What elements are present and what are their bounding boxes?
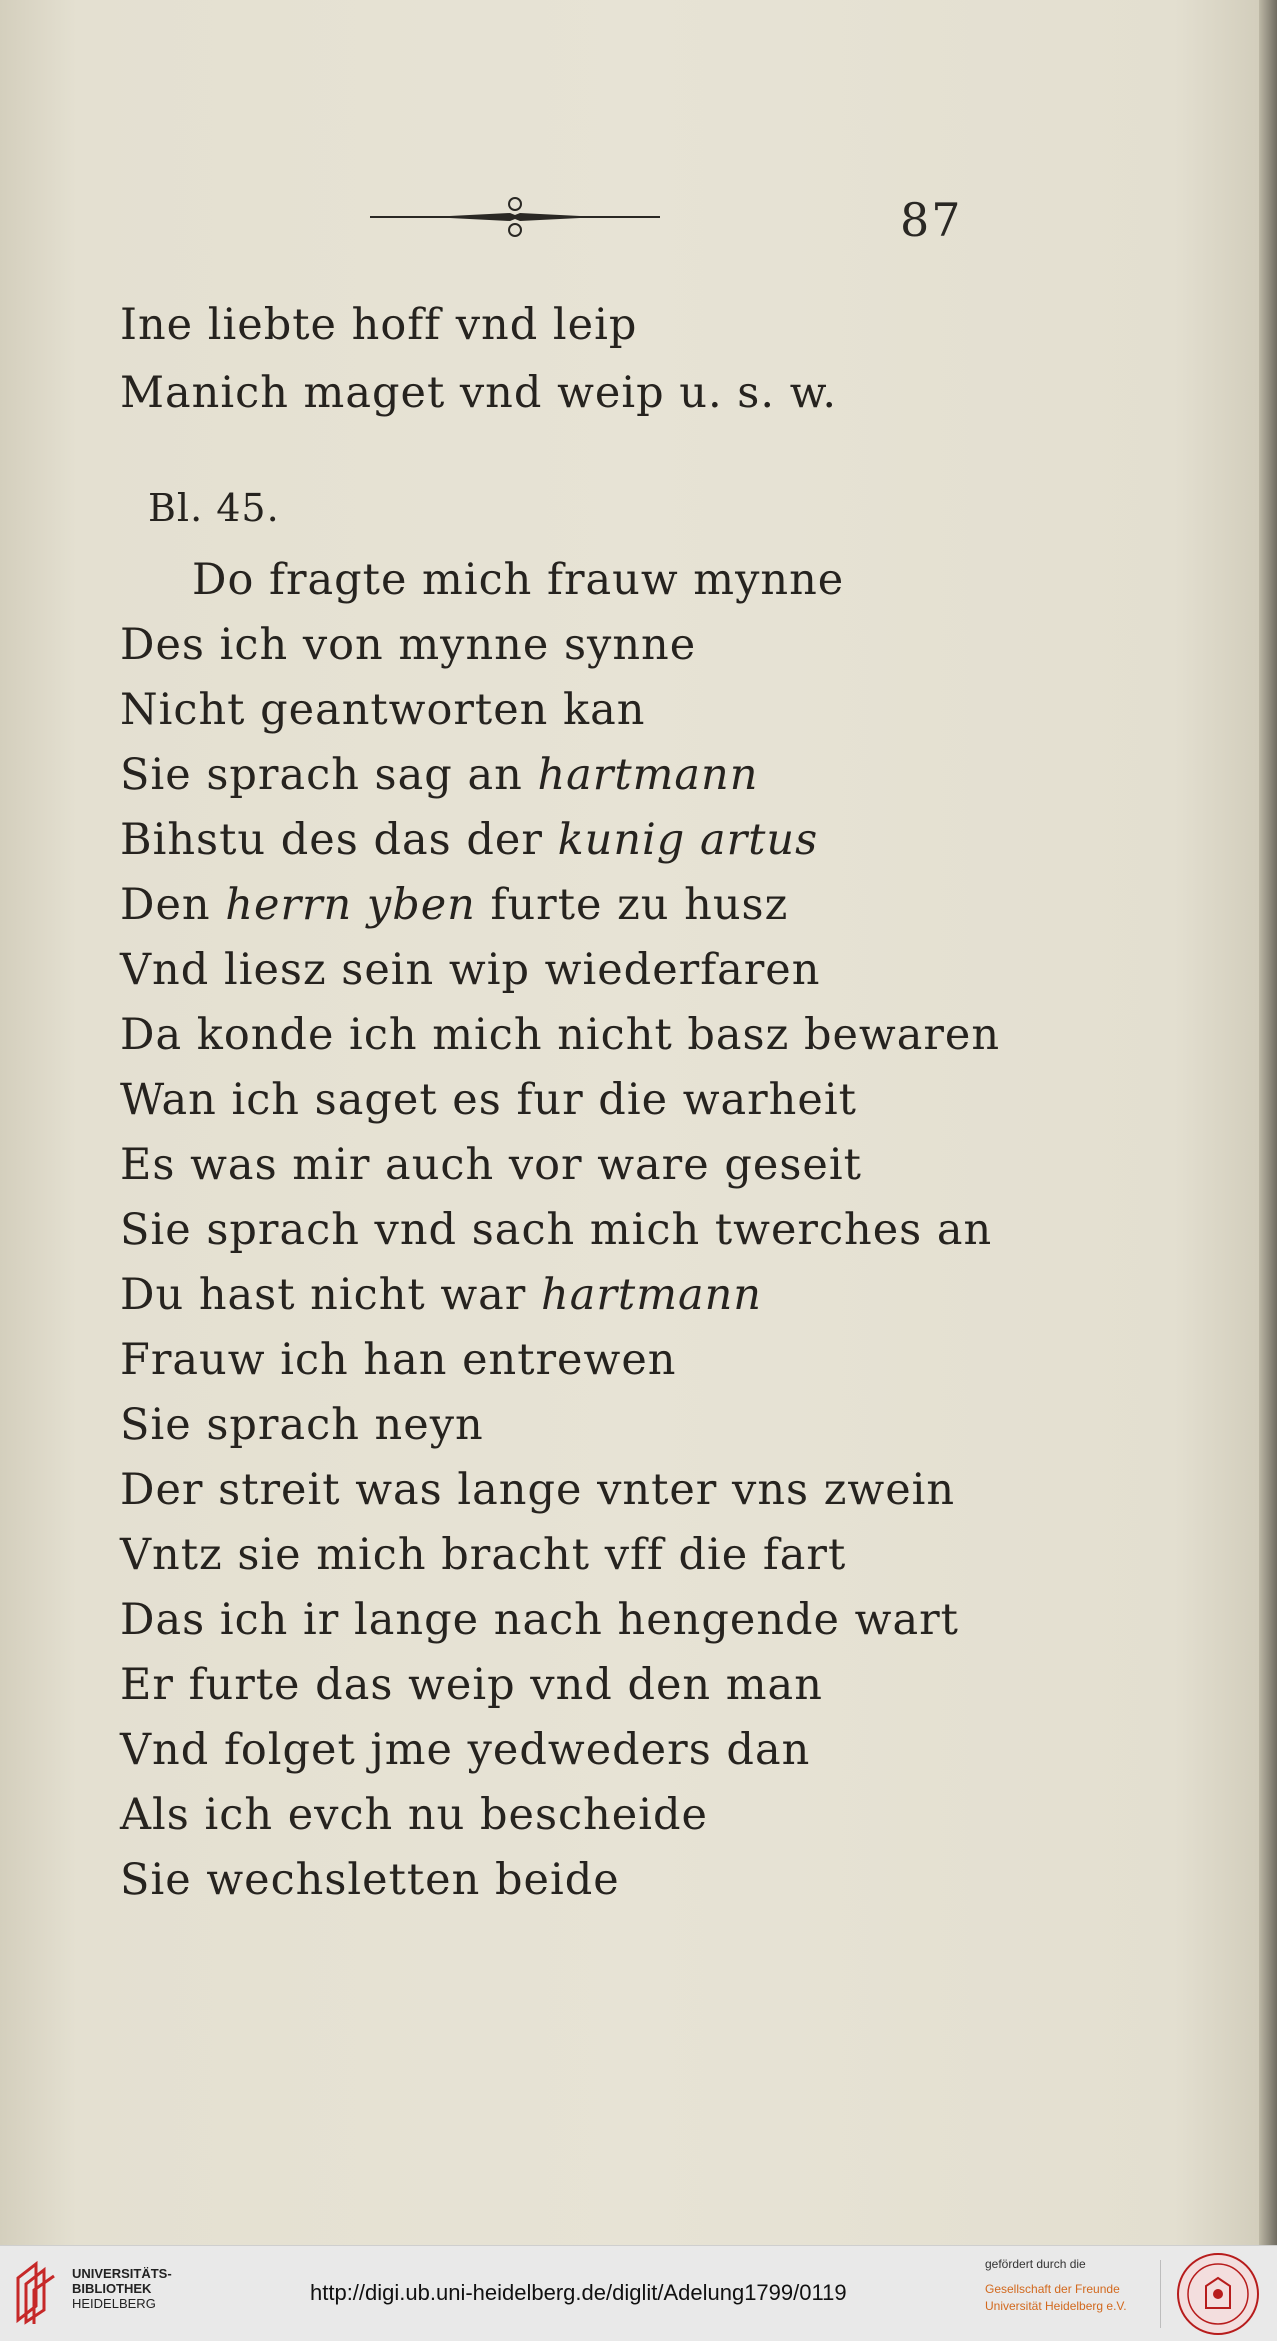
university-seal-icon xyxy=(1176,2252,1260,2336)
poem-line xyxy=(120,1140,862,1190)
poem-text: Als ich evch nu bescheide xyxy=(120,1790,708,1840)
footer-bar xyxy=(0,2245,1277,2341)
sponsor-name: Gesellschaft der Freunde xyxy=(985,2282,1120,2296)
poem-line xyxy=(120,815,818,865)
text-line: Manich maget vnd weip u. s. w. xyxy=(120,368,838,418)
poem-text: Sie wechsletten beide xyxy=(120,1855,620,1905)
library-logo-icon xyxy=(14,2260,60,2326)
poem-line xyxy=(120,1660,823,1710)
poem-line xyxy=(120,1270,762,1320)
poem-line xyxy=(120,880,788,930)
poem-line xyxy=(120,1465,955,1515)
reference-label: Bl. 45. xyxy=(148,486,280,530)
poem-text: Sie sprach vnd sach mich twerches an xyxy=(120,1205,993,1255)
poem-line xyxy=(120,1595,959,1645)
poem-text: Bihstu des das der xyxy=(120,815,558,865)
poem-text: Das ich ir lange nach hengende wart xyxy=(120,1595,959,1645)
poem-line xyxy=(120,750,758,800)
poem-line xyxy=(120,1400,484,1450)
library-line: UNIVERSITÄTS- xyxy=(72,2266,172,2281)
library-line: HEIDELBERG xyxy=(72,2296,156,2311)
poem-text: Do fragte mich frauw mynne xyxy=(192,555,845,605)
poem-line xyxy=(120,1725,810,1775)
poem-line xyxy=(120,1855,620,1905)
poem-line xyxy=(120,1205,992,1255)
poem-text: Der streit was lange vnter vns zwein xyxy=(120,1465,956,1515)
poem-italic-name: hartmann xyxy=(537,750,759,800)
poem-text: Vnd liesz sein wip wiederfaren xyxy=(120,945,821,995)
sponsor-name: Universität Heidelberg e.V. xyxy=(985,2299,1127,2313)
poem-line xyxy=(120,1075,857,1125)
poem-line xyxy=(120,620,696,670)
poem-text: Nicht geantworten kan xyxy=(120,685,646,735)
poem-text: Da konde ich mich nicht basz bewaren xyxy=(120,1010,1001,1060)
permalink-url[interactable]: http://digi.ub.uni-heidelberg.de/diglit/Adelung1799/0119 xyxy=(310,2280,847,2305)
footer-divider xyxy=(1160,2260,1161,2328)
poem-line xyxy=(120,685,645,735)
poem-line xyxy=(120,945,820,995)
sponsor-block xyxy=(985,2256,1155,2315)
poem-line xyxy=(120,1335,676,1385)
poem-text: Es was mir auch vor ware geseit xyxy=(120,1140,862,1190)
sponsor-intro: gefördert durch die xyxy=(985,2257,1086,2271)
page-number: 87 xyxy=(900,193,963,247)
poem-text: Vnd folget jme yedweders dan xyxy=(120,1725,811,1775)
poem-text: Sie sprach neyn xyxy=(120,1400,484,1450)
poem-text: Frauw ich han entrewen xyxy=(120,1335,677,1385)
library-name xyxy=(72,2266,172,2311)
text-line: Ine liebte hoff vnd leip xyxy=(120,300,638,350)
poem-italic-name: herrn yben xyxy=(225,880,476,930)
poem-text: Vntz sie mich bracht vff die fart xyxy=(120,1530,847,1580)
poem-line xyxy=(192,555,844,605)
poem-italic-name: kunig artus xyxy=(557,815,819,865)
poem-italic-name: hartmann xyxy=(541,1270,762,1320)
poem-text: Du hast nicht war xyxy=(120,1270,542,1320)
page-edge xyxy=(1259,0,1277,2245)
poem-line xyxy=(120,1530,846,1580)
poem-text: furte zu husz xyxy=(475,880,789,930)
poem-text: Des ich von mynne synne xyxy=(120,620,697,670)
poem-text: Sie sprach sag an xyxy=(120,750,538,800)
header-ornament xyxy=(370,190,660,240)
poem-text: Den xyxy=(120,880,226,930)
poem-text: Wan ich saget es fur die warheit xyxy=(120,1075,857,1125)
poem-text: Er furte das weip vnd den man xyxy=(120,1660,823,1710)
poem-line xyxy=(120,1790,708,1840)
library-line: BIBLIOTHEK xyxy=(72,2281,152,2296)
poem-line xyxy=(120,1010,1000,1060)
